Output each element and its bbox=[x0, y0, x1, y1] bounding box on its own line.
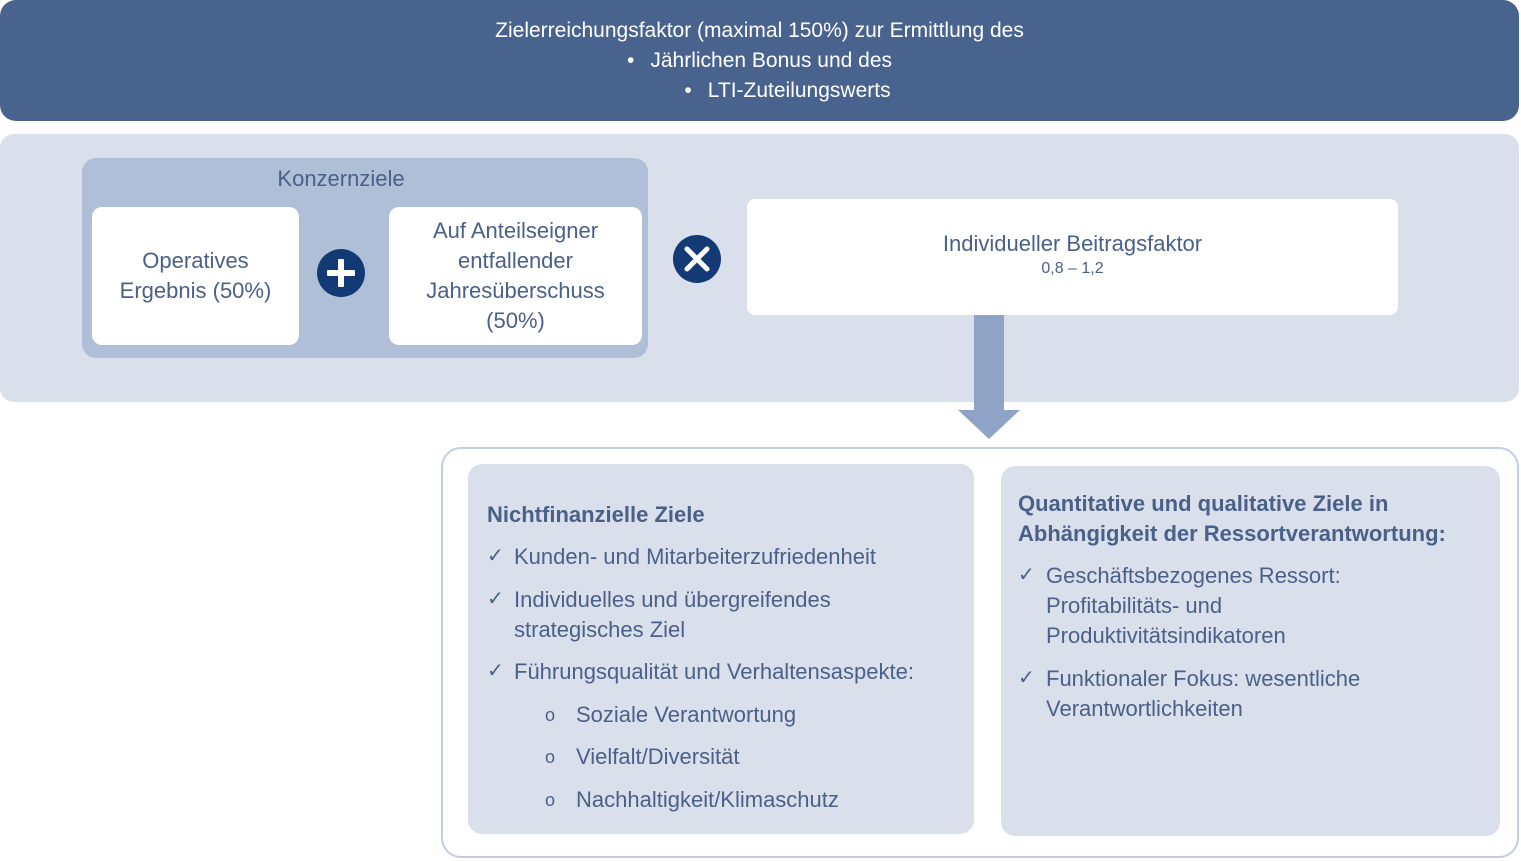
header-line: Zielerreichungsfaktor (maximal 150%) zur Ermittlung des bbox=[495, 19, 1024, 42]
sub-bullet: o bbox=[545, 705, 556, 725]
operatives-ergebnis-box bbox=[92, 207, 299, 345]
bullet-dot: • bbox=[626, 49, 635, 72]
check-icon: ✓ bbox=[487, 588, 504, 610]
down-arrow-icon bbox=[958, 315, 1020, 440]
header-bullet-text: Jährlichen Bonus und des bbox=[650, 49, 893, 72]
list-item-text: Führungsqualität und Verhaltensaspekte: bbox=[514, 659, 914, 684]
plus-circle-icon bbox=[317, 249, 365, 297]
bullet-dot: • bbox=[684, 79, 692, 102]
check-icon: ✓ bbox=[487, 545, 504, 567]
list-item bbox=[1018, 664, 1488, 724]
box-text-line: entfallender bbox=[458, 248, 573, 273]
panel-title: Nichtfinanzielle Ziele bbox=[487, 502, 705, 527]
sub-list-item bbox=[545, 700, 945, 730]
box-text-line: (50%) bbox=[486, 308, 545, 333]
list-item-text: Funktionaler Fokus: wesentliche bbox=[1046, 666, 1361, 691]
list-item-text: Verantwortlichkeiten bbox=[1046, 696, 1243, 721]
list-item bbox=[487, 585, 967, 645]
list-item bbox=[1018, 561, 1488, 651]
sub-list-item bbox=[545, 742, 945, 772]
sub-item-text: Nachhaltigkeit/Klimaschutz bbox=[576, 787, 839, 812]
sub-bullet: o bbox=[545, 747, 556, 767]
beitragsfaktor-range: 0,8 – 1,2 bbox=[1041, 260, 1104, 277]
box-text-line: Jahresüberschuss bbox=[426, 278, 605, 303]
list-item-text: Kunden- und Mitarbeiterzufriedenheit bbox=[514, 544, 877, 569]
individueller-beitragsfaktor-box bbox=[747, 199, 1398, 315]
sub-item-text: Soziale Verantwortung bbox=[576, 702, 797, 727]
list-item-text: Produktivitätsindikatoren bbox=[1046, 623, 1286, 648]
panel-title-line: Quantitative und qualitative Ziele in bbox=[1018, 491, 1389, 516]
header-banner bbox=[0, 0, 1519, 121]
list-item-text: Geschäftsbezogenes Ressort: bbox=[1046, 563, 1341, 588]
header-bullet-item bbox=[0, 46, 1519, 76]
list-item-text: Individuelles und übergreifendes bbox=[514, 587, 831, 612]
box-text-line: Auf Anteilseigner bbox=[432, 218, 599, 243]
times-circle-icon bbox=[673, 235, 721, 283]
box-text-line: Operatives bbox=[142, 248, 249, 273]
list-item-text: Profitabilitäts- und bbox=[1046, 593, 1223, 618]
header-bullet-text: LTI-Zuteilungswerts bbox=[707, 79, 891, 102]
list-item bbox=[487, 542, 967, 572]
sub-bullet: o bbox=[545, 790, 556, 810]
list-item-text: strategisches Ziel bbox=[514, 617, 686, 642]
header-bullet-item bbox=[0, 76, 1519, 106]
check-icon: ✓ bbox=[1018, 667, 1035, 689]
konzernziele-title: Konzernziele bbox=[277, 166, 405, 191]
beitragsfaktor-title: Individueller Beitragsfaktor bbox=[942, 231, 1203, 256]
box-text-line: Ergebnis (50%) bbox=[119, 278, 272, 303]
sub-item-text: Vielfalt/Diversität bbox=[576, 744, 740, 769]
check-icon: ✓ bbox=[487, 660, 504, 682]
panel-title-line: Abhängigkeit der Ressortverantwortung: bbox=[1018, 521, 1446, 546]
panel-title bbox=[1018, 489, 1488, 549]
jahresueberschuss-box bbox=[389, 207, 642, 345]
sub-list-item bbox=[545, 785, 945, 815]
list-item bbox=[487, 657, 967, 687]
check-icon: ✓ bbox=[1018, 564, 1035, 586]
